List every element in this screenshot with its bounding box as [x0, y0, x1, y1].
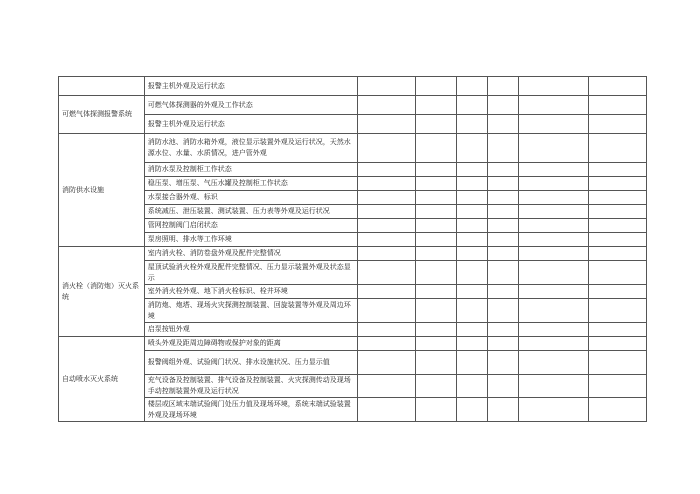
blank-entry-cell[interactable] [589, 77, 647, 96]
blank-entry-cell[interactable] [589, 115, 647, 134]
blank-entry-cell[interactable] [357, 261, 415, 285]
blank-entry-cell[interactable] [518, 323, 588, 337]
inspection-table-body [59, 77, 647, 422]
blank-entry-cell[interactable] [518, 115, 588, 134]
blank-entry-cell[interactable] [456, 337, 487, 351]
blank-entry-cell[interactable] [518, 398, 588, 422]
blank-entry-cell[interactable] [589, 299, 647, 323]
blank-entry-cell[interactable] [518, 177, 588, 191]
blank-entry-cell[interactable] [589, 233, 647, 247]
blank-entry-cell[interactable] [487, 219, 518, 233]
blank-entry-cell[interactable] [357, 375, 415, 398]
blank-entry-cell[interactable] [589, 247, 647, 261]
blank-entry-cell[interactable] [415, 323, 456, 337]
blank-entry-cell[interactable] [456, 163, 487, 177]
blank-entry-cell[interactable] [456, 219, 487, 233]
blank-entry-cell[interactable] [487, 205, 518, 219]
table-row [59, 247, 647, 261]
inspection-item-cell: 报警阀组外观、试验阀门状况、排水设施状况、压力显示值 [144, 351, 357, 375]
blank-entry-cell[interactable] [415, 337, 456, 351]
blank-entry-cell[interactable] [357, 205, 415, 219]
blank-entry-cell[interactable] [518, 163, 588, 177]
blank-entry-cell[interactable] [487, 323, 518, 337]
inspection-item-cell: 稳压泵、增压泵、气压水罐及控制柜工作状态 [144, 177, 357, 191]
blank-entry-cell[interactable] [357, 398, 415, 422]
blank-entry-cell[interactable] [589, 134, 647, 163]
blank-entry-cell[interactable] [357, 323, 415, 337]
blank-entry-cell[interactable] [415, 285, 456, 299]
system-name-cell: 可燃气体探测报警系统 [59, 96, 145, 134]
blank-entry-cell[interactable] [456, 398, 487, 422]
inspection-item-cell: 消防水泵及控制柜工作状态 [144, 163, 357, 177]
blank-entry-cell[interactable] [487, 163, 518, 177]
inspection-item-cell: 室内消火栓、消防卷盘外观及配件完整情况 [144, 247, 357, 261]
blank-entry-cell[interactable] [589, 205, 647, 219]
blank-entry-cell[interactable] [456, 285, 487, 299]
blank-entry-cell[interactable] [487, 247, 518, 261]
blank-entry-cell[interactable] [456, 233, 487, 247]
blank-entry-cell[interactable] [357, 191, 415, 205]
table-row [59, 299, 647, 323]
blank-entry-cell[interactable] [518, 96, 588, 115]
table-row [59, 134, 647, 163]
blank-entry-cell[interactable] [415, 247, 456, 261]
blank-entry-cell[interactable] [357, 299, 415, 323]
inspection-item-cell: 喷头外观及距周边障碍物或保护对象的距离 [144, 337, 357, 351]
table-row [59, 115, 647, 134]
blank-entry-cell[interactable] [456, 351, 487, 375]
system-name-cell: 消火栓（消防炮）灭火系统 [59, 247, 145, 337]
blank-entry-cell[interactable] [487, 299, 518, 323]
blank-entry-cell[interactable] [456, 323, 487, 337]
blank-entry-cell[interactable] [456, 115, 487, 134]
blank-entry-cell[interactable] [487, 398, 518, 422]
blank-entry-cell[interactable] [357, 177, 415, 191]
blank-entry-cell[interactable] [518, 261, 588, 285]
table-row [59, 323, 647, 337]
table-row [59, 205, 647, 219]
blank-entry-cell[interactable] [518, 285, 588, 299]
blank-entry-cell[interactable] [487, 191, 518, 205]
blank-entry-cell[interactable] [518, 77, 588, 96]
blank-entry-cell[interactable] [357, 337, 415, 351]
blank-entry-cell[interactable] [518, 205, 588, 219]
blank-entry-cell[interactable] [415, 191, 456, 205]
table-row [59, 351, 647, 375]
inspection-item-cell: 水泵接合器外观、标识 [144, 191, 357, 205]
blank-entry-cell[interactable] [589, 285, 647, 299]
blank-entry-cell[interactable] [589, 191, 647, 205]
blank-entry-cell[interactable] [518, 299, 588, 323]
table-row [59, 219, 647, 233]
inspection-item-cell: 楼层或区域末端试验阀门处压力值及现场环境，系统末端试验装置外观及现场环境 [144, 398, 357, 422]
inspection-item-cell: 消防水池、消防水箱外观，液位显示装置外观及运行状况，天然水源水位、水量、水质情况，进户管外观 [144, 134, 357, 163]
blank-entry-cell[interactable] [487, 134, 518, 163]
blank-entry-cell[interactable] [487, 177, 518, 191]
blank-entry-cell[interactable] [518, 191, 588, 205]
blank-entry-cell[interactable] [456, 247, 487, 261]
blank-entry-cell[interactable] [487, 96, 518, 115]
blank-entry-cell[interactable] [415, 398, 456, 422]
blank-entry-cell[interactable] [487, 375, 518, 398]
table-row [59, 375, 647, 398]
inspection-item-cell: 泵房照明、排水等工作环境 [144, 233, 357, 247]
table-row [59, 337, 647, 351]
table-row [59, 233, 647, 247]
blank-entry-cell[interactable] [357, 285, 415, 299]
blank-entry-cell[interactable] [456, 177, 487, 191]
blank-entry-cell[interactable] [456, 96, 487, 115]
blank-entry-cell[interactable] [589, 398, 647, 422]
blank-entry-cell[interactable] [589, 163, 647, 177]
blank-entry-cell[interactable] [487, 351, 518, 375]
blank-entry-cell[interactable] [456, 261, 487, 285]
table-row [59, 191, 647, 205]
blank-entry-cell[interactable] [415, 219, 456, 233]
table-row [59, 96, 647, 115]
blank-entry-cell[interactable] [518, 375, 588, 398]
blank-entry-cell[interactable] [357, 115, 415, 134]
blank-entry-cell[interactable] [589, 219, 647, 233]
inspection-item-cell: 消防炮、炮塔、现场火灾探测控制装置、回旋装置等外观及周边环境 [144, 299, 357, 323]
blank-entry-cell[interactable] [456, 134, 487, 163]
blank-entry-cell[interactable] [589, 351, 647, 375]
blank-entry-cell[interactable] [357, 134, 415, 163]
blank-entry-cell[interactable] [518, 134, 588, 163]
table-row [59, 77, 647, 96]
blank-entry-cell[interactable] [357, 219, 415, 233]
blank-entry-cell[interactable] [357, 233, 415, 247]
blank-entry-cell[interactable] [456, 191, 487, 205]
blank-entry-cell[interactable] [518, 247, 588, 261]
blank-entry-cell[interactable] [357, 247, 415, 261]
blank-entry-cell[interactable] [518, 337, 588, 351]
blank-entry-cell[interactable] [518, 219, 588, 233]
inspection-item-cell: 管网控制阀门启闭状态 [144, 219, 357, 233]
blank-entry-cell[interactable] [456, 299, 487, 323]
blank-entry-cell[interactable] [487, 115, 518, 134]
table-row [59, 163, 647, 177]
blank-entry-cell[interactable] [357, 351, 415, 375]
blank-entry-cell[interactable] [415, 261, 456, 285]
inspection-item-cell: 可燃气体探测器的外观及工作状态 [144, 96, 357, 115]
blank-entry-cell[interactable] [518, 351, 588, 375]
blank-entry-cell[interactable] [415, 351, 456, 375]
blank-entry-cell[interactable] [357, 96, 415, 115]
inspection-item-cell: 启泵按钮外观 [144, 323, 357, 337]
inspection-item-cell: 系统减压、泄压装置、测试装置、压力表等外观及运行状况 [144, 205, 357, 219]
blank-entry-cell[interactable] [415, 299, 456, 323]
blank-entry-cell[interactable] [589, 337, 647, 351]
inspection-item-cell: 充气设备及控制装置、排气设备及控制装置、火灾探测传动及现场手动控制装置外观及运行状况 [144, 375, 357, 398]
blank-entry-cell[interactable] [456, 375, 487, 398]
blank-entry-cell[interactable] [456, 77, 487, 96]
blank-entry-cell[interactable] [415, 233, 456, 247]
inspection-item-cell: 报警主机外观及运行状态 [144, 77, 357, 96]
system-name-cell [59, 77, 145, 96]
blank-entry-cell[interactable] [415, 134, 456, 163]
blank-entry-cell[interactable] [357, 77, 415, 96]
blank-entry-cell[interactable] [456, 205, 487, 219]
blank-entry-cell[interactable] [589, 261, 647, 285]
blank-entry-cell[interactable] [589, 96, 647, 115]
blank-entry-cell[interactable] [415, 177, 456, 191]
blank-entry-cell[interactable] [589, 323, 647, 337]
table-row [59, 398, 647, 422]
blank-entry-cell[interactable] [415, 115, 456, 134]
inspection-item-cell: 室外消火栓外观、地下消火栓标识、栓井环境 [144, 285, 357, 299]
blank-entry-cell[interactable] [589, 375, 647, 398]
system-name-cell: 自动喷水灭火系统 [59, 337, 145, 422]
inspection-table [58, 76, 647, 422]
table-row [59, 285, 647, 299]
blank-entry-cell[interactable] [487, 233, 518, 247]
blank-entry-cell[interactable] [487, 285, 518, 299]
blank-entry-cell[interactable] [518, 233, 588, 247]
blank-entry-cell[interactable] [487, 261, 518, 285]
blank-entry-cell[interactable] [415, 163, 456, 177]
inspection-form-sheet [58, 76, 647, 422]
blank-entry-cell[interactable] [415, 375, 456, 398]
inspection-item-cell: 报警主机外观及运行状态 [144, 115, 357, 134]
blank-entry-cell[interactable] [415, 77, 456, 96]
blank-entry-cell[interactable] [415, 205, 456, 219]
blank-entry-cell[interactable] [487, 337, 518, 351]
blank-entry-cell[interactable] [589, 177, 647, 191]
blank-entry-cell[interactable] [357, 163, 415, 177]
table-row [59, 177, 647, 191]
table-row [59, 261, 647, 285]
blank-entry-cell[interactable] [415, 96, 456, 115]
inspection-item-cell: 屋顶试验消火栓外观及配件完整情况、压力显示装置外观及状态显示 [144, 261, 357, 285]
system-name-cell: 消防供水设施 [59, 134, 145, 247]
blank-entry-cell[interactable] [487, 77, 518, 96]
